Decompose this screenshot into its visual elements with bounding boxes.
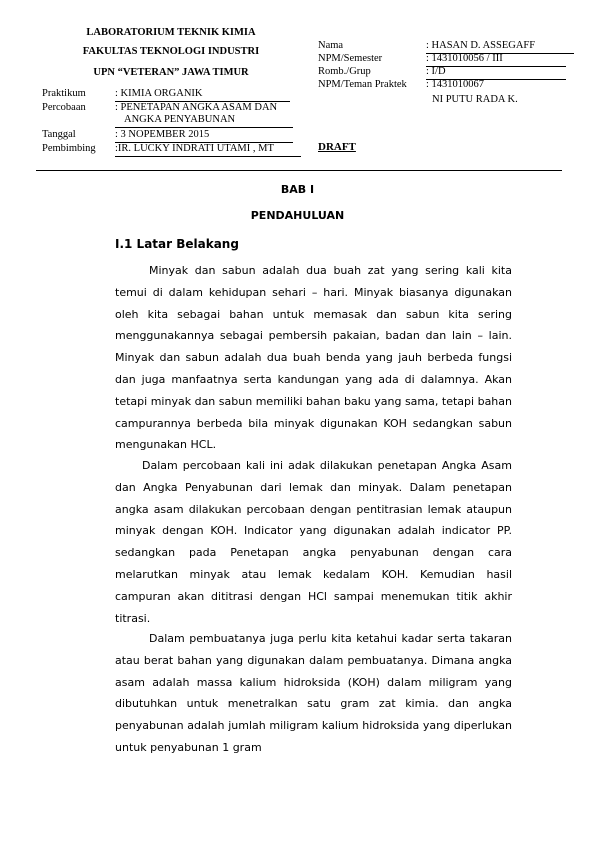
percobaan-value-line1: : PENETAPAN ANGKA ASAM DAN xyxy=(115,102,278,113)
draft-label: DRAFT xyxy=(318,141,356,153)
percobaan-underline xyxy=(115,127,293,128)
section-title: I.1 Latar Belakang xyxy=(115,237,239,251)
body-paragraph: Minyak dan sabun adalah dua buah zat yang sering kali kita temui di dalam kehidupan sehari – hari. Minyak biasanya digunakan oleh kita sebagai bahan untuk memasak dan sabun kita sering menggunakannya sebagai pembersih pakaian, badan dan lain – lain. Minyak dan sabun adalah dua buah benda yang jauh berbeda fungsi dan juga manfaatnya serta kandungan yang ada di dalamnya. Akan tetapi minyak dan sabun memiliki bahan baku yang sama, tetapi bahan campurannya berbeda bila minyak digunakan KOH sedangkan sabun mengunakan HCL. xyxy=(115,264,512,452)
body-paragraph: Dalam pembuatanya juga perlu kita ketahui kadar serta takaran atau berat bahan yang digunakan dalam pembuatanya. Dimana angka asam adalah massa kalium hidroksida (KOH) dalam miligram yang dibutuhkan untuk menetralkan satu gram zat kimia. dan angka penyabunan adalah jumlah miligram kalium hidroksida yang diperlukan untuk penyabunan 1 gram xyxy=(115,632,512,754)
chapter-title: PENDAHULUAN xyxy=(250,209,345,222)
npm-teman-label: NPM/Teman Praktek xyxy=(318,79,407,90)
npm-semester-value: : 1431010056 / III xyxy=(426,53,503,64)
tanggal-label: Tanggal xyxy=(42,129,76,140)
romb-grup-label: Romb./Grup xyxy=(318,66,371,77)
teman-name: NI PUTU RADA K. xyxy=(432,94,518,105)
chapter-number: BAB I xyxy=(280,183,315,196)
percobaan-label: Percobaan xyxy=(42,102,86,113)
body-paragraph: Dalam percobaan kali ini adak dilakukan penetapan Angka Asam dan Angka Penyabunan dari lemak dan minyak. Dalam penetapan angka asam dilakukan percobaan dengan pentitrasian lemak ataupun minyak dengan KOH. Indicator yang digunakan adalah indicator PP. sedangkan pada Penetapan angka penyabunan dengan cara melarutkan minyak atau lemak kedalam KOH. Kemudian hasil campuran akan dititrasi dengan HCl sampai menemukan titik akhir titrasi. xyxy=(115,459,512,625)
pembimbing-underline xyxy=(115,156,301,157)
praktikum-value: : KIMIA ORGANIK xyxy=(115,88,203,99)
romb-grup-value: : I/D xyxy=(426,66,446,77)
npm-semester-underline xyxy=(426,66,566,67)
pembimbing-label: Pembimbing xyxy=(42,143,96,154)
npm-teman-value: : 1431010067 xyxy=(426,79,485,90)
percobaan-value-line2: ANGKA PENYABUNAN xyxy=(124,114,236,125)
nama-label: Nama xyxy=(318,40,344,51)
header-divider xyxy=(36,170,562,171)
institution-university-name: UPN “VETERAN” JAWA TIMUR xyxy=(93,67,249,78)
nama-value: : HASAN D. ASSEGAFF xyxy=(426,40,536,51)
institution-faculty-name: FAKULTAS TEKNOLOGI INDUSTRI xyxy=(82,46,260,57)
npm-semester-label: NPM/Semester xyxy=(318,53,383,64)
tanggal-value: : 3 NOPEMBER 2015 xyxy=(115,129,210,140)
institution-lab-name: LABORATORIUM TEKNIK KIMIA xyxy=(86,27,256,38)
praktikum-label: Praktikum xyxy=(42,88,86,99)
pembimbing-value: :IR. LUCKY INDRATI UTAMI , MT xyxy=(115,143,274,154)
